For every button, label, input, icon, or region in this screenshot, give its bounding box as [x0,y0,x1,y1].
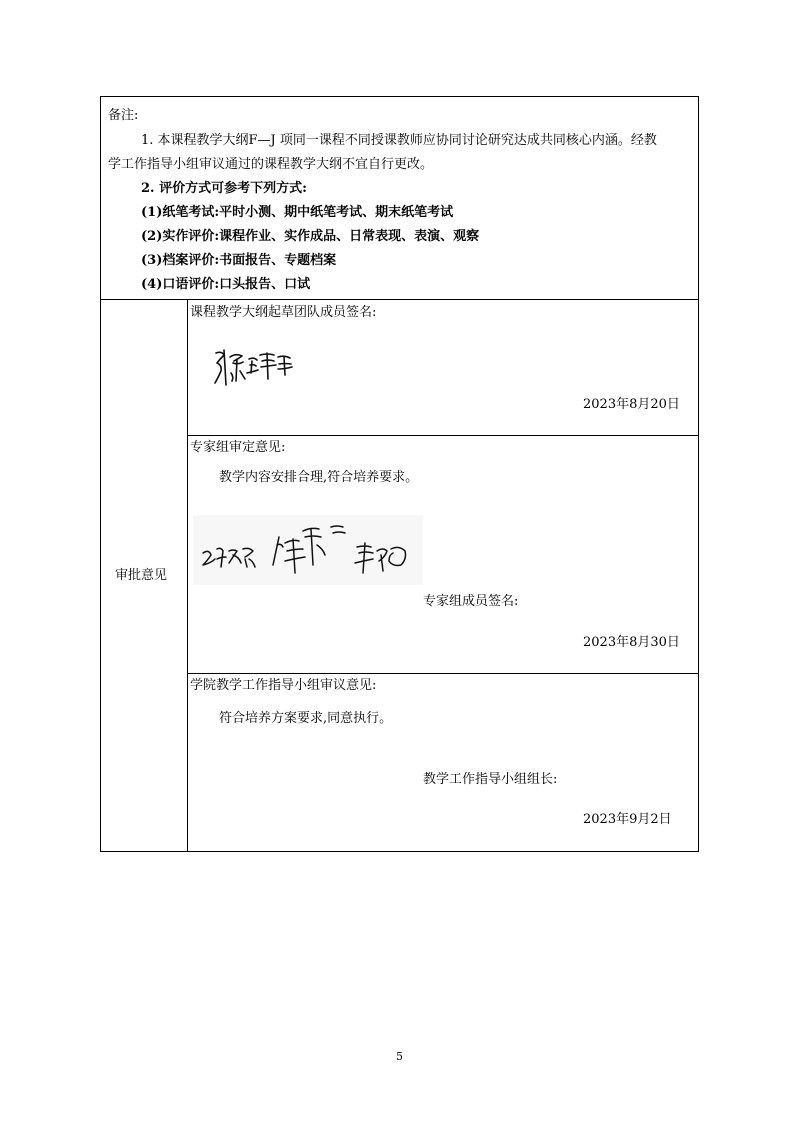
notes-heading: 备注: [108,108,139,123]
college-opinion: 符合培养方案要求,同意执行。 [219,711,393,726]
notes-item-4: (4)口语评价:口头报告、口试 [141,277,311,292]
expert-opinion: 教学内容安排合理,符合培养要求。 [219,470,419,485]
table-divider-drafting [187,435,699,436]
notes-item-1: (1)纸笔考试:平时小测、期中纸笔考试、期末纸笔考试 [141,205,454,220]
table-divider-notes [100,299,699,300]
notes-item-2: (2)实作评价:课程作业、实作成品、日常表现、表演、观察 [141,229,480,244]
page-number: 5 [396,1050,403,1063]
table-divider-expert [187,673,699,674]
college-title: 学院教学工作指导小组审议意见: [190,678,377,693]
notes-line-2: 2. 评价方式可参考下列方式: [141,181,307,196]
drafting-date: 2023年8月20日 [583,397,680,412]
expert-date: 2023年8月30日 [583,635,680,650]
notes-item-3: (3)档案评价:书面报告、专题档案 [141,253,337,268]
approval-label: 审批意见 [115,568,168,583]
notes-line-1b: 学工作指导小组审议通过的课程教学大纲不宜自行更改。 [108,157,434,172]
college-sign-label: 教学工作指导小组组长: [423,772,558,787]
drafting-title: 课程教学大纲起草团队成员签名: [190,305,377,320]
expert-title: 专家组审定意见: [190,440,286,455]
college-date: 2023年9月2日 [583,812,672,827]
expert-signatures [193,515,423,585]
table-column-divider [187,299,188,852]
expert-sign-label: 专家组成员签名: [423,594,519,609]
notes-line-1a: 1. 本课程教学大纲F—J 项同一课程不同授课教师应协同讨论研究达成共同核心内涵。经教 [141,133,657,148]
drafting-signature [212,345,297,390]
